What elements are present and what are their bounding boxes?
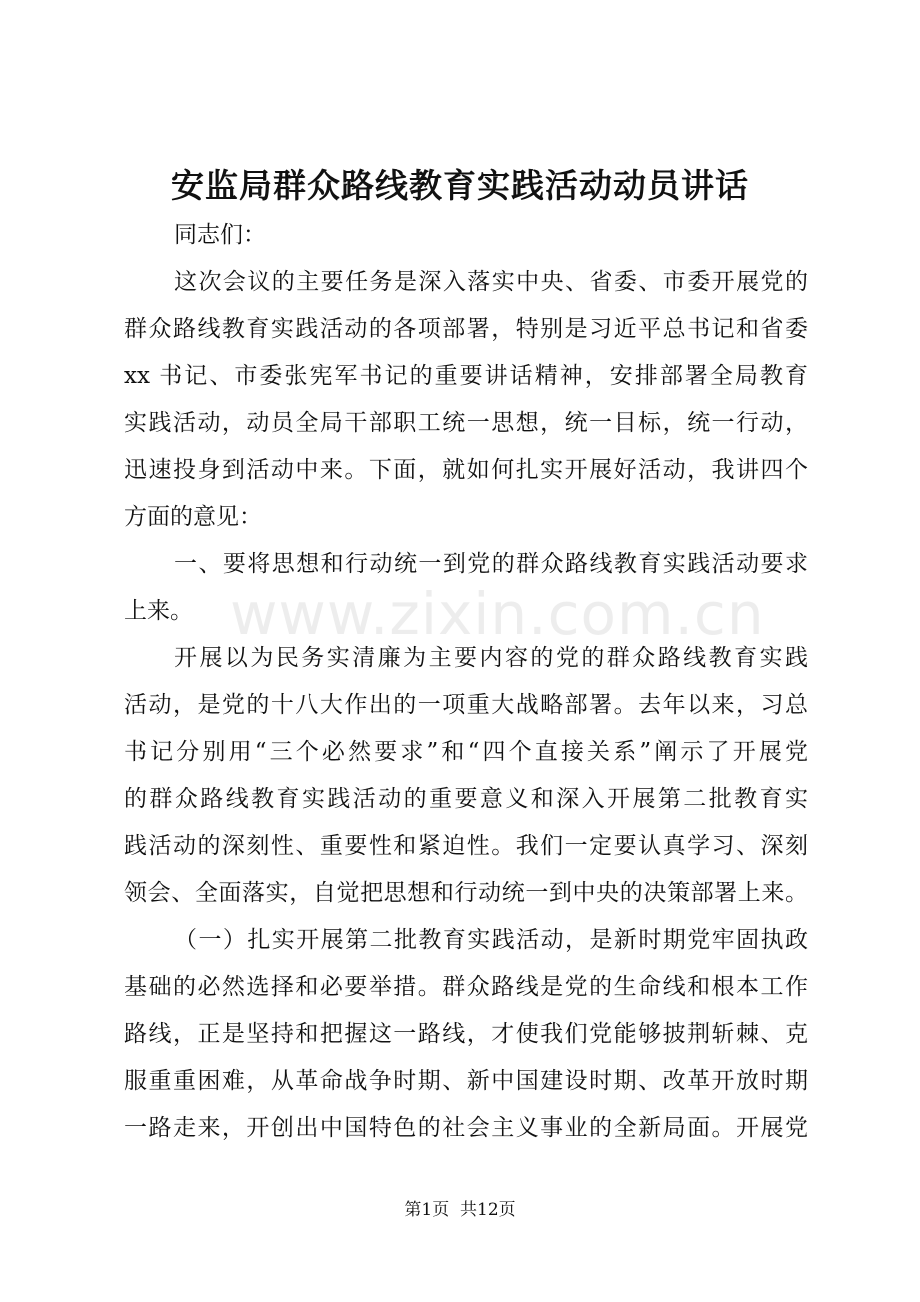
paragraph-line: 践活动的深刻性、重要性和紧迫性。我们一定要认真学习、深刻: [124, 833, 808, 859]
salutation-line: 同志们：: [174, 222, 266, 248]
subsection-line: （一）扎实开展第二批教育实践活动，是新时期党牢固执政: [174, 927, 808, 953]
page-number: 1: [421, 1200, 433, 1220]
watermark: www.zixin.com.cn: [230, 580, 765, 648]
section-heading-line: 上来。: [124, 598, 193, 624]
paragraph-line: 书记分别用“三个必然要求”和“四个直接关系”阐示了开展党: [124, 739, 808, 765]
paragraph-line: xx 书记、市委张宪军书记的重要讲话精神，安排部署全局教育: [124, 363, 808, 389]
page-label-prefix: 第: [404, 1200, 422, 1220]
page-footer: [0, 1198, 920, 1222]
paragraph-line: 群众路线教育实践活动的各项部署，特别是习近平总书记和省委: [124, 316, 808, 342]
section-heading-line: 一、要将思想和行动统一到党的群众路线教育实践活动要求: [174, 551, 808, 577]
paragraph-line: 一路走来，开创出中国特色的社会主义事业的全新局面。开展党: [124, 1115, 808, 1141]
page-label-mid: 页 共: [432, 1200, 477, 1220]
paragraph-line: 活动，是党的十八大作出的一项重大战略部署。去年以来，习总: [124, 692, 808, 718]
paragraph-line: 路线，正是坚持和把握这一路线，才使我们党能够披荆斩棘、克: [124, 1021, 808, 1047]
document-body: [124, 212, 808, 1152]
paragraph-line: 这次会议的主要任务是深入落实中央、省委、市委开展党的: [174, 269, 808, 295]
total-pages: 12: [477, 1200, 499, 1220]
paragraph-line: 的群众路线教育实践活动的重要意义和深入开展第二批教育实: [124, 786, 808, 812]
paragraph-line: 服重重困难，从革命战争时期、新中国建设时期、改革开放时期: [124, 1068, 808, 1094]
document-title: 安监局群众路线教育实践活动动员讲话: [171, 166, 749, 205]
paragraph-line: 方面的意见：: [124, 504, 262, 530]
page-label-suffix: 页: [498, 1200, 516, 1220]
paragraph-line: 迅速投身到活动中来。下面，就如何扎实开展好活动，我讲四个: [124, 457, 808, 483]
paragraph-line: 基础的必然选择和必要举措。群众路线是党的生命线和根本工作: [124, 974, 808, 1000]
paragraph-line: 开展以为民务实清廉为主要内容的党的群众路线教育实践: [174, 645, 808, 671]
paragraph-line: 实践活动，动员全局干部职工统一思想，统一目标，统一行动，: [124, 410, 808, 436]
paragraph-line: 领会、全面落实，自觉把思想和行动统一到中央的决策部署上来。: [124, 880, 808, 906]
